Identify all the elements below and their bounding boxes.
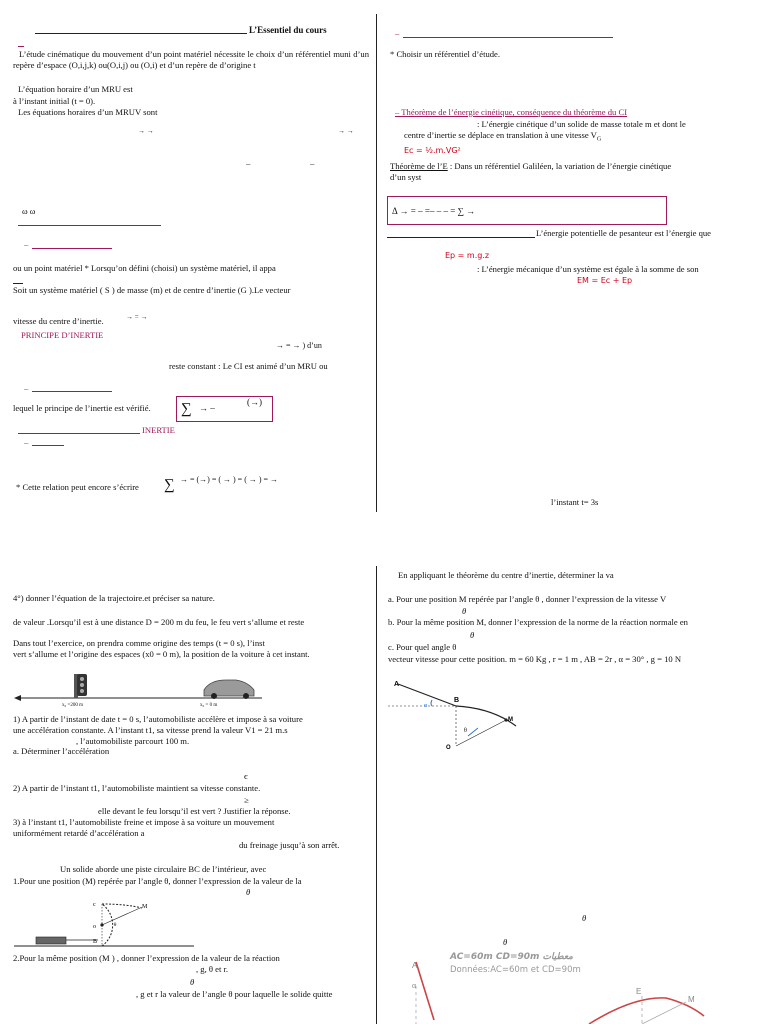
ep-text: L’énergie potentielle de pesanteur est l’énergie que (536, 228, 711, 238)
rule (18, 46, 24, 47)
rule (32, 391, 112, 392)
omega-text: ω ω (22, 206, 36, 216)
svg-text:c: c (93, 902, 96, 908)
circular-track-figure (14, 896, 194, 950)
question-1a: 1) A partir de l’instant de date t = 0 s, l’automobiliste accélère et impose à sa voiture (13, 714, 303, 724)
svg-text:o: o (93, 924, 96, 930)
choisir-text: * Choisir un référentiel d’étude. (390, 49, 501, 59)
dash: – (246, 158, 251, 168)
rule (403, 37, 613, 38)
question-3b: uniformément retardé d’accélération a (13, 828, 145, 838)
figure-label: x₀ =200 m (62, 703, 83, 708)
point-materiel-text: ou un point matériel * Lorsqu’on défini (choisi) un système matériel, il appa (13, 263, 276, 273)
theta-symbol: θ (582, 913, 587, 923)
svg-text:α: α (424, 703, 428, 709)
vector-arrows: → → (138, 127, 154, 135)
freinage-text: du freinage jusqu’à son arrêt. (239, 840, 340, 850)
svg-text:E: E (636, 987, 642, 996)
equation-fraction: (→) (247, 397, 262, 407)
equation: → = → ) d’un (276, 341, 322, 350)
dans-text: Dans tout l’exercice, on prendra comme origine des temps (t = 0 s), l’inst (13, 638, 265, 648)
track-figure-scan (404, 956, 704, 1024)
svg-text:B: B (454, 697, 460, 704)
question-b: b. Pour la même position M, donner l’expression de la norme de la réaction normale en (388, 617, 688, 627)
dans-text-2: vert s’allume et l’origine des espaces (x0 = 0 m), la position de la voiture à cet instant. (13, 649, 310, 659)
svg-text:θ: θ (464, 728, 467, 734)
formula-ec: Ec = ½.m.VG² (404, 146, 461, 155)
equation-box (176, 396, 273, 422)
rule (18, 225, 161, 226)
svg-text:A: A (394, 681, 400, 688)
question-a: a. Pour une position M repérée par l’angle θ , donner l’expression de la vitesse V (388, 594, 667, 604)
em-text: : L’énergie mécanique d’un système est égale à la somme de son (477, 264, 699, 274)
vitesse-text: vitesse du centre d’inertie. (13, 316, 104, 326)
incline-arc-figure (388, 676, 538, 750)
principe-inertie-title: PRINCIPE D’INERTIE (21, 330, 104, 340)
svg-text:M: M (508, 717, 513, 723)
heading-rule (35, 33, 247, 34)
dash: – (24, 239, 29, 249)
solide-question-2: 2.Pour la même position (M ) , donner l’expression de la valeur de la réaction (13, 953, 280, 963)
lequel-text: lequel le principe de l’inertie est vérifié. (13, 403, 151, 413)
rule (387, 237, 535, 238)
svg-text:θ: θ (114, 923, 117, 928)
svg-text:O: O (446, 745, 451, 751)
systeme-text: Soit un système matériel ( S ) de masse (m) et de centre d’inertie (G ).Le vecteur (13, 285, 291, 295)
syst-text: d’un syst (390, 172, 422, 182)
rule (32, 445, 64, 446)
page-heading: L’Essentiel du cours (249, 25, 327, 35)
theta-symbol: θ (462, 606, 467, 616)
instant-text: l’instant t= 3s (551, 497, 599, 507)
intro-paragraph: L’étude cinématique du mouvement d’un point matériel nécessite le choix d’un référentiel muni d’un repère d’espace (O,i,j,k) ou(O,i,j) ou (O,i) et d’un repère de d’origine t (13, 49, 369, 70)
question-3a: 3) à l’instant t1, l’automobiliste freine et impose à sa voiture un mouvement (13, 817, 275, 827)
feu-text: elle devant le feu lorsqu’il est vert ? Justifier la réponse. (98, 806, 291, 816)
inertie-title: INERTIE (142, 425, 175, 435)
rule (18, 433, 140, 434)
question-1b: une accélération constante. A l’instant t1, sa vitesse prend la valeur V1 = 21 m.s (13, 725, 288, 735)
theoreme-e-text: Théorème de l’E : Dans un référentiel Galiléen, la variation de l’énergie cinétique (390, 161, 672, 171)
dash: – (310, 158, 315, 168)
svg-text:M: M (688, 995, 695, 1004)
svg-text:A: A (412, 961, 418, 970)
column-divider-top (376, 14, 377, 512)
solide-text: Un solide aborde une piste circulaire BC de l’intérieur, avec (60, 864, 267, 874)
theta-symbol: θ (470, 630, 475, 640)
figure-caption-arabic: AC=60m CD=90m معطيات (450, 952, 574, 962)
ec-definition: : L’énergie cinétique d’un solide de masse totale m et dont le (477, 119, 686, 129)
mru-text: L’équation horaire d’un MRU est (18, 84, 133, 94)
figure-caption: Données:AC=60m et CD=90m (450, 965, 581, 975)
svg-text:B: B (93, 939, 98, 945)
rule (32, 248, 112, 249)
question-2: 2) A partir de l’instant t1, l’automobiliste maintient sa vitesse constante. (13, 783, 261, 793)
epsilon-symbol: є (244, 771, 248, 781)
valeur-text: de valeur .Lorsqu’il est à une distance D = 200 m du feu, le feu vert s’allume et reste (13, 617, 305, 627)
formula-ep: Ep = m.g.z (445, 251, 490, 260)
equation: → = (→) = ( → ) = ( → ) = → (180, 475, 279, 484)
dash: – (24, 383, 29, 393)
appliquant-text: En appliquant le théorème du centre d’inertie, déterminer la va (398, 570, 614, 580)
svg-text:α: α (412, 981, 417, 990)
mruv-text: Les équations horaires d’un MRUV sont (18, 107, 158, 117)
theta-symbol: θ (246, 887, 251, 897)
solide-question-1: 1.Pour une position (M) repérée par l’angle θ, donner l’expression de la valeur de la (13, 876, 302, 886)
figure-label: x₀ = 0 m (200, 703, 218, 708)
geq-symbol: ≥ (244, 795, 249, 805)
relation-text: * Cette relation peut encore s’écrire (16, 482, 139, 492)
column-divider-bottom (376, 566, 377, 1024)
solide-question-2b: , g, θ et r. (196, 964, 229, 974)
question-c: c. Pour quel angle θ (388, 642, 457, 652)
sum-symbol: ∑ (164, 477, 175, 493)
sum-symbol: ∑ (181, 401, 192, 417)
theorem-box (387, 196, 667, 225)
initial-text: à l’instant initial (t = 0). (13, 96, 96, 106)
formula-em: EM = Ec + Ep (577, 276, 633, 285)
theoreme-ec-title: – Théorème de l’énergie cinétique, conséquence du théorème du CI (395, 107, 628, 117)
question-1d: a. Déterminer l’accélération (13, 746, 110, 756)
vector-arrows: → → (338, 127, 354, 135)
ec-definition-2: centre d’inertie se déplace en translation à une vitesse $V_G$ (404, 130, 602, 143)
svg-text:M: M (142, 904, 148, 910)
question-4: 4°) donner l’équation de la trajectoire.et préciser sa nature. (13, 593, 215, 603)
theta-symbol: θ (190, 977, 195, 987)
road-figure (14, 668, 264, 708)
dash: – (24, 437, 29, 447)
dash: – (395, 28, 400, 38)
equation: Δ → = – =– – – = ∑ → (392, 206, 476, 216)
reste-text: reste constant : Le CI est animé d’un MRU ou (169, 361, 328, 371)
question-c-data: vecteur vitesse pour cette position. m = 60 Kg , r = 1 m , AB = 2r , α = 30° , g = 10 N (388, 654, 682, 664)
theta-symbol: θ (503, 937, 508, 947)
solide-question-2c: , g et r la valeur de l’angle θ pour laquelle le solide quitte (136, 989, 333, 999)
equation: → – (199, 403, 215, 413)
question-1c: , l’automobiliste parcourt 100 m. (76, 736, 190, 746)
rule (13, 283, 23, 284)
equation: → = → (126, 313, 148, 321)
